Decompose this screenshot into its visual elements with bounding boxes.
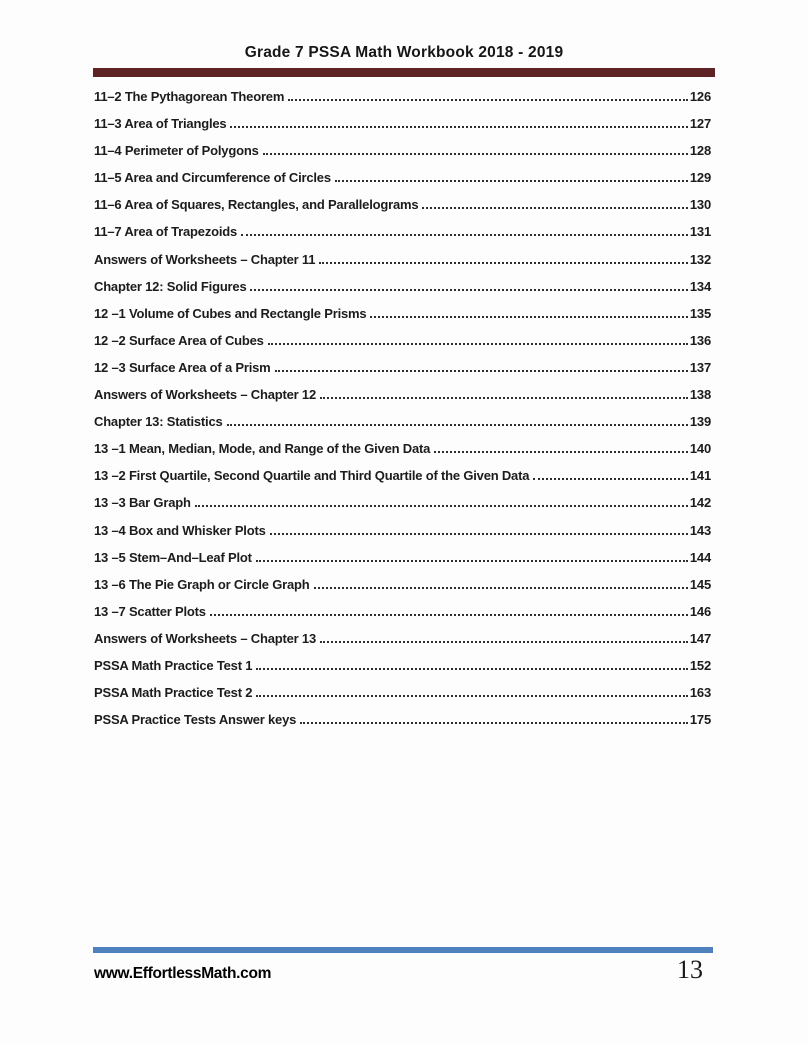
toc-entry[interactable]	[94, 360, 711, 387]
toc-entry-page: 137	[689, 359, 711, 375]
toc-entry[interactable]	[94, 604, 711, 631]
header-rule	[93, 68, 715, 77]
toc-dot-leader	[422, 207, 688, 209]
toc-entry-page: 142	[689, 495, 711, 511]
toc-dot-leader	[230, 126, 687, 128]
page-footer	[94, 955, 711, 985]
toc-entry-label: 11–6 Area of Squares, Rectangles, and Parallelograms	[94, 197, 419, 213]
toc-entry[interactable]	[94, 197, 711, 224]
page-number: 13	[677, 955, 703, 984]
toc-entry[interactable]	[94, 170, 711, 197]
toc-entry[interactable]	[94, 685, 711, 712]
toc-entry[interactable]	[94, 712, 711, 739]
toc-entry-page: 138	[689, 387, 711, 403]
toc-dot-leader	[256, 695, 688, 697]
toc-entry-page: 127	[689, 116, 711, 132]
toc-entry-page: 146	[689, 603, 711, 619]
toc-entry[interactable]	[94, 252, 711, 279]
toc-entry[interactable]	[94, 306, 711, 333]
toc-entry-page: 139	[689, 414, 711, 430]
toc-entry-label: 12 –2 Surface Area of Cubes	[94, 332, 264, 348]
toc-entry[interactable]	[94, 577, 711, 604]
toc-entry[interactable]	[94, 279, 711, 306]
toc-entry-label: 11–2 The Pythagorean Theorem	[94, 89, 285, 104]
toc-entry-label: 13 –6 The Pie Graph or Circle Graph	[94, 576, 310, 592]
toc-entry[interactable]	[94, 333, 711, 360]
toc-entry-label: Answers of Worksheets – Chapter 11	[94, 251, 316, 267]
toc-entry-label: PSSA Math Practice Test 2	[94, 685, 253, 701]
toc-entry-label: 11–4 Perimeter of Polygons	[94, 143, 259, 159]
toc-entry-page: 134	[689, 278, 711, 294]
toc-entry[interactable]	[94, 523, 711, 550]
toc-dot-leader	[314, 587, 688, 589]
toc-dot-leader	[370, 316, 688, 318]
toc-entry-page: 136	[689, 332, 711, 348]
toc-entry[interactable]	[94, 387, 711, 414]
toc-entry-page: 143	[689, 522, 711, 538]
toc-entry-page: 130	[689, 197, 711, 213]
toc-entry-page: 135	[689, 305, 711, 321]
toc-dot-leader	[241, 234, 688, 236]
toc-dot-leader	[263, 153, 688, 155]
table-of-contents	[94, 89, 711, 739]
toc-entry-label: Chapter 12: Solid Figures	[94, 278, 247, 294]
toc-entry-label: 13 –1 Mean, Median, Mode, and Range of the Given Data	[94, 441, 431, 457]
toc-entry[interactable]	[94, 658, 711, 685]
toc-entry-label: 13 –5 Stem–And–Leaf Plot	[94, 549, 252, 565]
toc-entry[interactable]	[94, 143, 711, 170]
toc-entry-page: 128	[689, 143, 711, 159]
toc-dot-leader	[250, 289, 687, 291]
toc-dot-leader	[256, 560, 688, 562]
toc-dot-leader	[268, 343, 688, 345]
toc-entry-label: PSSA Math Practice Test 1	[94, 657, 253, 673]
toc-entry-label: 13 –3 Bar Graph	[94, 495, 191, 511]
page-header-title: Grade 7 PSSA Math Workbook 2018 - 2019	[244, 44, 564, 61]
toc-entry[interactable]	[94, 224, 711, 251]
toc-entry-page: 126	[689, 89, 711, 104]
toc-entry[interactable]	[94, 550, 711, 577]
toc-entry-page: 163	[689, 685, 711, 701]
toc-dot-leader	[434, 451, 688, 453]
toc-entry[interactable]	[94, 631, 711, 658]
toc-entry[interactable]	[94, 441, 711, 468]
toc-dot-leader	[288, 99, 688, 101]
toc-entry-label: 13 –2 First Quartile, Second Quartile and Third Quartile of the Given Data	[94, 468, 530, 484]
toc-entry-page: 132	[689, 251, 711, 267]
toc-entry-page: 131	[689, 224, 711, 240]
toc-entry[interactable]	[94, 116, 711, 143]
toc-dot-leader	[270, 533, 688, 535]
toc-entry[interactable]	[94, 414, 711, 441]
toc-entry-label: Answers of Worksheets – Chapter 13	[94, 630, 316, 646]
toc-entry-label: PSSA Practice Tests Answer keys	[94, 712, 297, 728]
toc-entry-page: 129	[689, 170, 711, 186]
toc-entry-label: 11–3 Area of Triangles	[94, 116, 227, 132]
toc-entry-page: 145	[689, 576, 711, 592]
toc-dot-leader	[335, 180, 688, 182]
toc-dot-leader	[256, 668, 688, 670]
toc-entry-label: Answers of Worksheets – Chapter 12	[94, 387, 316, 403]
toc-entry-label: 11–7 Area of Trapezoids	[94, 224, 238, 240]
toc-dot-leader	[275, 370, 688, 372]
toc-dot-leader	[320, 397, 688, 399]
toc-dot-leader	[210, 614, 688, 616]
toc-entry[interactable]	[94, 89, 711, 116]
toc-entry[interactable]	[94, 468, 711, 495]
toc-dot-leader	[227, 424, 688, 426]
toc-dot-leader	[195, 505, 688, 507]
toc-entry-label: 13 –7 Scatter Plots	[94, 603, 206, 619]
toc-dot-leader	[533, 478, 688, 480]
toc-entry-label: 12 –3 Surface Area of a Prism	[94, 359, 271, 375]
footer-rule	[93, 947, 713, 953]
toc-entry-page: 144	[689, 549, 711, 565]
toc-entry-label: 12 –1 Volume of Cubes and Rectangle Prisms	[94, 305, 367, 321]
toc-entry-page: 140	[689, 441, 711, 457]
toc-entry-page: 147	[689, 630, 711, 646]
toc-dot-leader	[319, 262, 688, 264]
toc-entry-label: 11–5 Area and Circumference of Circles	[94, 170, 331, 186]
toc-entry-page: 141	[689, 468, 711, 484]
toc-dot-leader	[300, 722, 688, 724]
toc-entry-label: 13 –4 Box and Whisker Plots	[94, 522, 266, 538]
toc-dot-leader	[320, 641, 688, 643]
toc-entry-page: 152	[689, 657, 711, 673]
toc-entry-page: 175	[689, 712, 711, 728]
footer-website-link[interactable]: www.EffortlessMath.com	[94, 965, 272, 982]
toc-entry-label: Chapter 13: Statistics	[94, 414, 223, 430]
toc-entry[interactable]	[94, 495, 711, 522]
